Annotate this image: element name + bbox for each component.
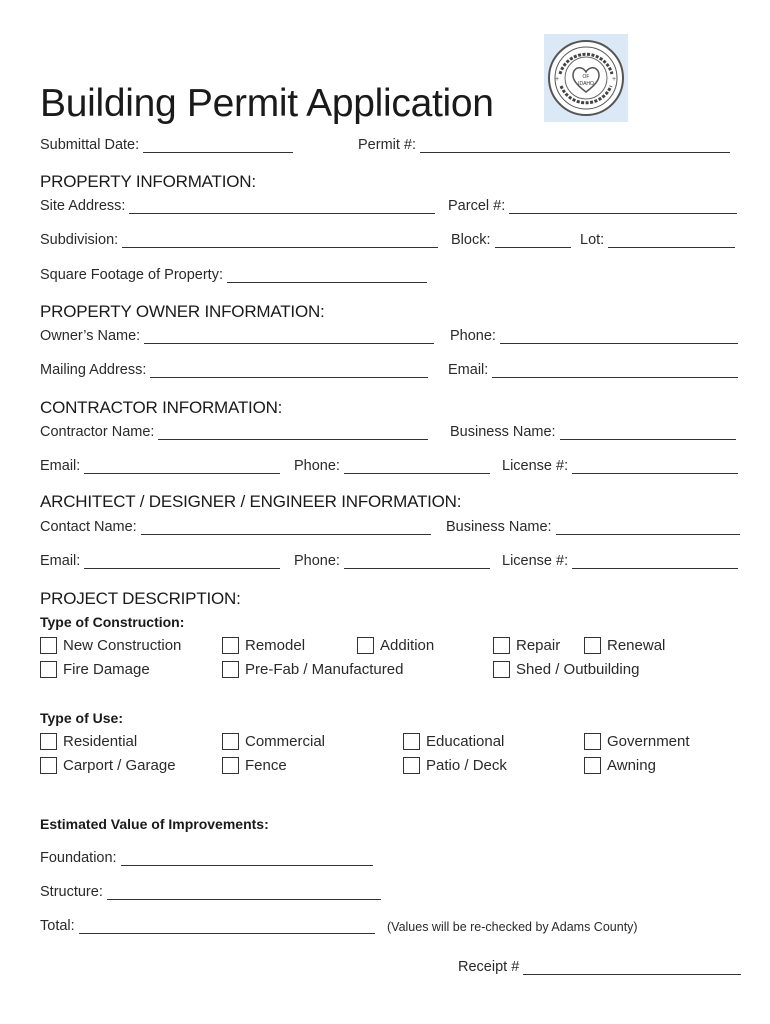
checkbox-renewal[interactable]: Renewal [584,637,665,654]
estimated-value-heading: Estimated Value of Improvements: [40,816,269,832]
owner-email-field[interactable]: Email: [448,362,738,378]
checkbox-box[interactable] [357,637,374,654]
svg-text:IDAHO: IDAHO [578,81,594,87]
svg-text:OF: OF [582,74,590,80]
parcel-number-field[interactable]: Parcel #: [448,198,737,214]
checkbox-box[interactable] [584,733,601,750]
contractor-name-field[interactable]: Contractor Name: [40,424,428,440]
svg-text:+: + [555,76,560,83]
checkbox-box[interactable] [40,661,57,678]
checkbox-remodel[interactable]: Remodel [222,637,305,654]
subdivision-field[interactable]: Subdivision: [40,232,438,248]
checkbox-box[interactable] [40,637,57,654]
block-field[interactable]: Block: [451,232,571,248]
checkbox-educational[interactable]: Educational [403,733,504,750]
checkbox-patio-deck[interactable]: Patio / Deck [403,757,507,774]
city-seal-logo [544,34,628,122]
seal-icon [544,34,628,122]
total-value-field[interactable]: Total: [40,918,375,934]
checkbox-fire-damage[interactable]: Fire Damage [40,661,150,678]
contractor-phone-field[interactable]: Phone: [294,458,490,474]
project-description-heading: PROJECT DESCRIPTION: [40,589,241,608]
checkbox-prefab-manufactured[interactable]: Pre-Fab / Manufactured [222,661,403,678]
owners-name-field[interactable]: Owner’s Name: [40,328,434,344]
checkbox-commercial[interactable]: Commercial [222,733,325,750]
architect-email-field[interactable]: Email: [40,553,280,569]
property-information-heading: PROPERTY INFORMATION: [40,172,256,191]
contractor-email-field[interactable]: Email: [40,458,280,474]
checkbox-box[interactable] [493,637,510,654]
type-of-use-label: Type of Use: [40,710,123,726]
checkbox-box[interactable] [493,661,510,678]
checkbox-addition[interactable]: Addition [357,637,434,654]
checkbox-box[interactable] [584,637,601,654]
checkbox-box[interactable] [403,757,420,774]
architect-license-field[interactable]: License #: [502,553,738,569]
permit-number-field[interactable]: Permit #: [358,137,730,153]
checkbox-box[interactable] [222,637,239,654]
owner-phone-field[interactable]: Phone: [450,328,738,344]
contact-name-field[interactable]: Contact Name: [40,519,431,535]
checkbox-awning[interactable]: Awning [584,757,656,774]
checkbox-repair[interactable]: Repair [493,637,560,654]
owner-information-heading: PROPERTY OWNER INFORMATION: [40,302,325,321]
checkbox-carport-garage[interactable]: Carport / Garage [40,757,176,774]
checkbox-box[interactable] [584,757,601,774]
checkbox-fence[interactable]: Fence [222,757,287,774]
checkbox-residential[interactable]: Residential [40,733,137,750]
checkbox-box[interactable] [40,733,57,750]
page-title: Building Permit Application [40,82,494,125]
structure-value-field[interactable]: Structure: [40,884,381,900]
checkbox-shed-outbuilding[interactable]: Shed / Outbuilding [493,661,639,678]
site-address-field[interactable]: Site Address: [40,198,435,214]
checkbox-box[interactable] [403,733,420,750]
contractor-license-field[interactable]: License #: [502,458,738,474]
architect-business-name-field[interactable]: Business Name: [446,519,740,535]
architect-phone-field[interactable]: Phone: [294,553,490,569]
architect-information-heading: ARCHITECT / DESIGNER / ENGINEER INFORMATION: [40,492,462,511]
contractor-business-name-field[interactable]: Business Name: [450,424,736,440]
checkbox-government[interactable]: Government [584,733,690,750]
submittal-date-field[interactable]: Submittal Date: [40,137,293,153]
contractor-information-heading: CONTRACTOR INFORMATION: [40,398,283,417]
checkbox-new-construction[interactable]: New Construction [40,637,181,654]
receipt-number-field[interactable]: Receipt # [458,959,741,975]
checkbox-box[interactable] [222,661,239,678]
type-of-construction-label: Type of Construction: [40,614,185,630]
square-footage-field[interactable]: Square Footage of Property: [40,267,427,283]
checkbox-box[interactable] [40,757,57,774]
checkbox-box[interactable] [222,757,239,774]
values-recheck-note: (Values will be re-checked by Adams County) [387,920,638,934]
lot-field[interactable]: Lot: [580,232,735,248]
foundation-value-field[interactable]: Foundation: [40,850,373,866]
checkbox-box[interactable] [222,733,239,750]
mailing-address-field[interactable]: Mailing Address: [40,362,428,378]
svg-text:+: + [612,76,617,83]
